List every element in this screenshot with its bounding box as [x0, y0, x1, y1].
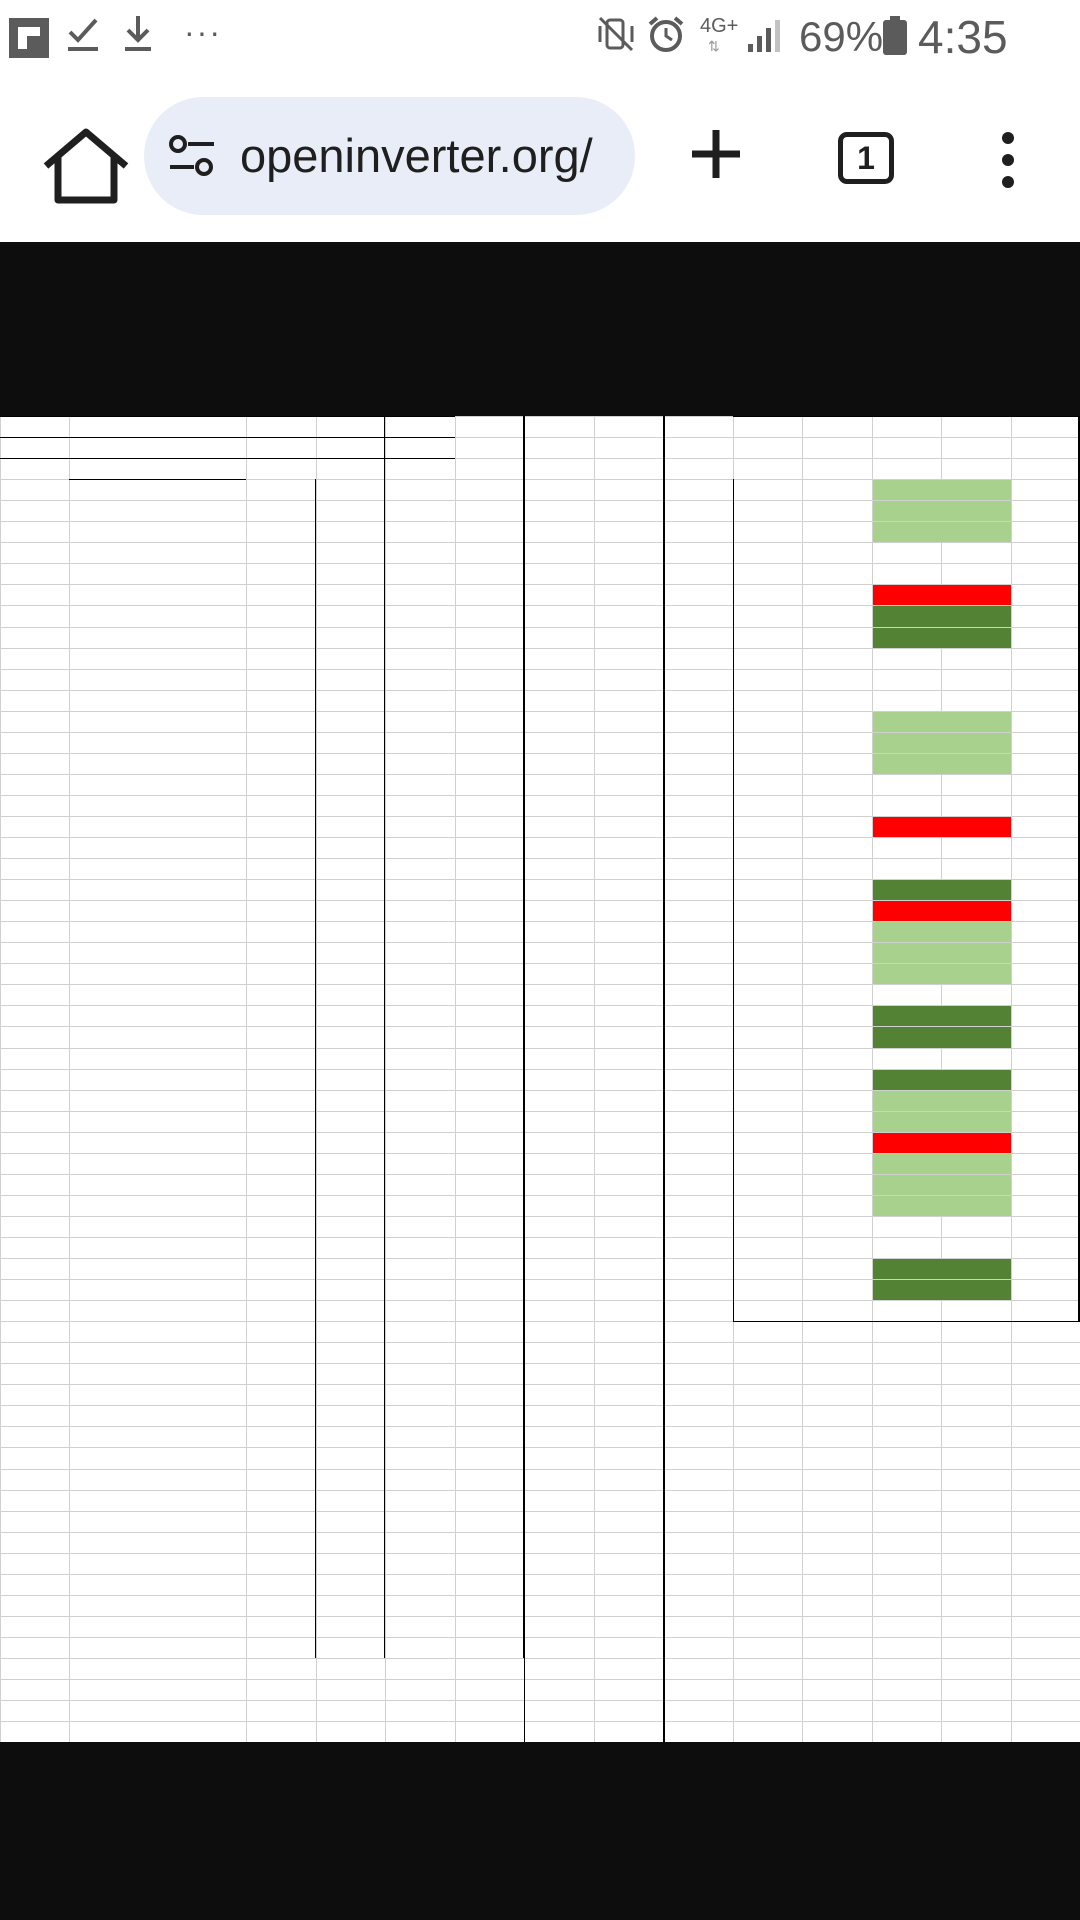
grid-row-line: [0, 1511, 1080, 1512]
inverter-row-fill: [873, 901, 1011, 921]
table-border: [524, 416, 525, 1742]
inverter-row-fill: [873, 1070, 1011, 1090]
inverter-row-fill: [873, 606, 1011, 627]
table-border: [69, 479, 246, 480]
clock: 4:35: [918, 11, 1008, 63]
grid-column-line: [1011, 416, 1012, 1742]
grid-column-line: [455, 416, 456, 1742]
grid-row-line: [0, 1363, 1080, 1364]
inverter-row-fill: [873, 922, 1011, 942]
table-border: [384, 416, 385, 1658]
table-border: [0, 458, 455, 459]
table-border: [733, 479, 734, 1321]
signal-icon: [746, 16, 786, 54]
grid-row-line: [0, 1532, 1080, 1533]
table-border: [315, 479, 316, 1658]
table-border: [523, 416, 524, 1658]
grid-column-line: [69, 416, 70, 1742]
inverter-row-fill: [873, 628, 1011, 648]
grid-row-line: [0, 837, 1080, 838]
grid-row-line: [0, 795, 1080, 796]
grid-row-line: [0, 1637, 1080, 1638]
grid-column-line: [316, 416, 317, 1742]
table-border: [0, 416, 455, 417]
grid-row-line: [0, 1679, 1080, 1680]
grid-row-line: [0, 563, 1080, 564]
vibrate-mute-icon: [596, 14, 636, 54]
inverter-row-fill: [873, 1196, 1011, 1216]
grid-row-line: [0, 648, 1080, 649]
inverter-row-fill: [873, 817, 1011, 837]
url-text[interactable]: openinverter.org/: [240, 129, 593, 182]
grid-row-line: [0, 1616, 1080, 1617]
grid-column-line: [594, 416, 595, 1742]
inverter-row-fill: [873, 1259, 1011, 1279]
inverter-row-fill: [873, 880, 1011, 900]
inverter-row-fill: [873, 480, 1011, 500]
inverter-row-fill: [873, 501, 1011, 521]
grid-row-line: [0, 1384, 1080, 1385]
status-bar: [0, 0, 1080, 70]
table-border: [0, 437, 455, 438]
inverter-row-fill: [873, 585, 1011, 605]
grid-row-line: [0, 1342, 1080, 1343]
network-type: 4G+: [700, 15, 739, 37]
grid-row-line: [0, 984, 1080, 985]
grid-row-line: [0, 1426, 1080, 1427]
check-icon: [66, 14, 102, 54]
inverter-row-fill: [873, 522, 1011, 542]
inverter-row-fill: [873, 1154, 1011, 1174]
tabs-icon[interactable]: 1: [838, 132, 894, 184]
inverter-row-fill: [873, 964, 1011, 984]
grid-row-line: [0, 690, 1080, 691]
battery-percentage: 69%: [799, 13, 884, 60]
grid-column-line: [385, 416, 386, 1742]
inverter-row-fill: [873, 733, 1011, 753]
grid-row-line: [0, 1405, 1080, 1406]
more-icon: ···: [184, 14, 222, 50]
grid-row-line: [0, 1216, 1080, 1217]
flipboard-icon: [9, 18, 49, 58]
inverter-row-fill: [873, 1112, 1011, 1132]
download-icon: [122, 14, 154, 54]
grid-row-line: [0, 1574, 1080, 1575]
inverter-row-fill: [873, 1280, 1011, 1300]
spreadsheet[interactable]: [0, 416, 1080, 1742]
grid-row-line: [0, 1700, 1080, 1701]
grid-row-line: [0, 1658, 1080, 1659]
grid-column-line: [246, 416, 247, 1742]
grid-row-line: [0, 1721, 1080, 1722]
inverter-row-fill: [873, 712, 1011, 732]
table-border: [733, 416, 1080, 417]
battery-icon: [882, 16, 908, 56]
grid-row-line: [0, 858, 1080, 859]
grid-row-line: [0, 669, 1080, 670]
home-icon[interactable]: [38, 126, 134, 206]
table-border: [663, 416, 665, 1742]
grid-row-line: [0, 1469, 1080, 1470]
url-bar[interactable]: [144, 97, 635, 215]
browser-toolbar: [0, 70, 1080, 242]
grid-row-line: [0, 1048, 1080, 1049]
grid-row-line: [0, 542, 1080, 543]
grid-column-line: [0, 416, 1, 1742]
inverter-row-fill: [873, 1027, 1011, 1048]
grid-column-line: [802, 416, 803, 1742]
inverter-row-fill: [873, 1006, 1011, 1026]
inverter-row-fill: [873, 1091, 1011, 1111]
site-settings-icon[interactable]: [168, 133, 216, 179]
inverter-row-fill: [873, 754, 1011, 774]
grid-row-line: [0, 1595, 1080, 1596]
data-arrows-icon: ⇅: [708, 38, 720, 54]
menu-icon[interactable]: [998, 132, 1018, 188]
plus-icon[interactable]: [688, 126, 744, 182]
alarm-icon: [646, 14, 686, 54]
grid-row-line: [0, 1490, 1080, 1491]
inverter-row-fill: [873, 1175, 1011, 1195]
grid-row-line: [0, 774, 1080, 775]
grid-row-line: [0, 1237, 1080, 1238]
grid-row-line: [0, 1447, 1080, 1448]
inverter-row-fill: [873, 943, 1011, 963]
grid-row-line: [0, 1553, 1080, 1554]
table-border: [733, 1321, 1080, 1322]
grid-row-line: [0, 1300, 1080, 1301]
inverter-row-fill: [873, 1133, 1011, 1153]
